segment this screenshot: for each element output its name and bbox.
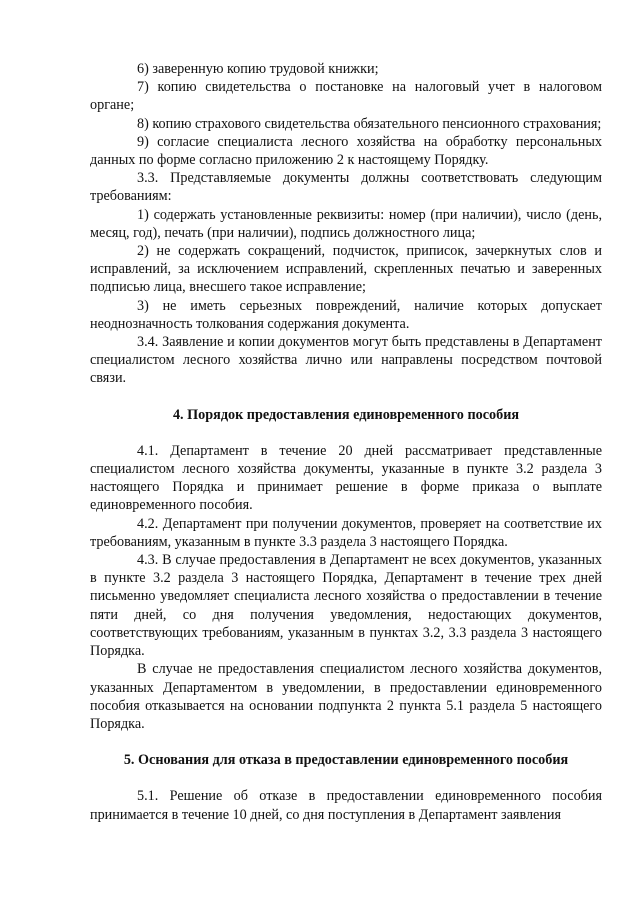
section-4-heading: 4. Порядок предоставления единовременного пособия: [172, 406, 520, 423]
requirement-3: 3) не иметь серьезных повреждений, наличие которых допускает неоднозначность толкования содержания документа.: [90, 297, 602, 332]
item-8: 8) копию страхового свидетельства обязательного пенсионного страхования;: [137, 115, 602, 132]
item-9: 9) согласие специалиста лесного хозяйства на обработку персональных данных по форме согласно приложению 2 к настоящему Порядку.: [90, 133, 602, 169]
section-5-heading: 5. Основания для отказа в предоставлении единовременного пособия: [123, 752, 569, 769]
item-7: 7) копию свидетельства о постановке на налоговый учет в налоговом органе;: [90, 79, 602, 114]
item-6: 6) заверенную копию трудовой книжки;: [137, 61, 379, 77]
clause-5-1: 5.1. Решение об отказе в предоставлении единовременного пособия принимается в течение 10 дней, со дня поступления в Департамент заявления: [90, 788, 602, 823]
clause-3-4: 3.4. Заявление и копии документов могут быть представлены в Департамент специалистом лесного хозяйства лично или направлены посредством почтовой связи.: [90, 334, 602, 387]
requirement-2: 2) не содержать сокращений, подчисток, приписок, зачеркнутых слов и исправлений, за исключением исправлений, скрепленных печатью и заверенных подписью лица, внесшего такое исправление;: [90, 243, 602, 296]
clause-4-1: 4.1. Департамент в течение 20 дней рассматривает представленные специалистом лесного хозяйства документы, указанные в пункте 3.2 раздела 3 настоящего Порядка и принимает решение в форме приказа о выплате единовременного пособия.: [90, 442, 602, 514]
requirement-1: 1) содержать установленные реквизиты: номер (при наличии), число (день, месяц, год), печать (при наличии), подпись должностного лица;: [90, 206, 602, 241]
document-body: [90, 60, 602, 824]
clause-4-3: 4.3. В случае предоставления в Департамент не всех документов, указанных в пункте 3.2 раздела 3 настоящего Порядка, Департамент в течение трех дней письменно уведомляет специалиста лесного хозяйства о предоставлении в течение пяти дней, со дня получения уведомления, недостающих документов, соответствующих требованиям, указанным в пунктах 3.2, 3.3 раздела 3 настоящего Порядка.: [90, 552, 602, 660]
clause-3-3: 3.3. Представляемые документы должны соответствовать следующим требованиям:: [90, 170, 602, 205]
clause-4-2: 4.2. Департамент при получении документов, проверяет на соответствие их требованиям, указанным в пункте 3.3 раздела 3 настоящего Порядка.: [90, 515, 602, 550]
clause-4-3-refusal: В случае не предоставления специалистом лесного хозяйства документов, указанных Департаментом в уведомлении, в предоставлении единовременного пособия отказывается на основании подпункта 2 пункта 5.1 раздела 5 настоящего Порядка.: [90, 661, 602, 732]
